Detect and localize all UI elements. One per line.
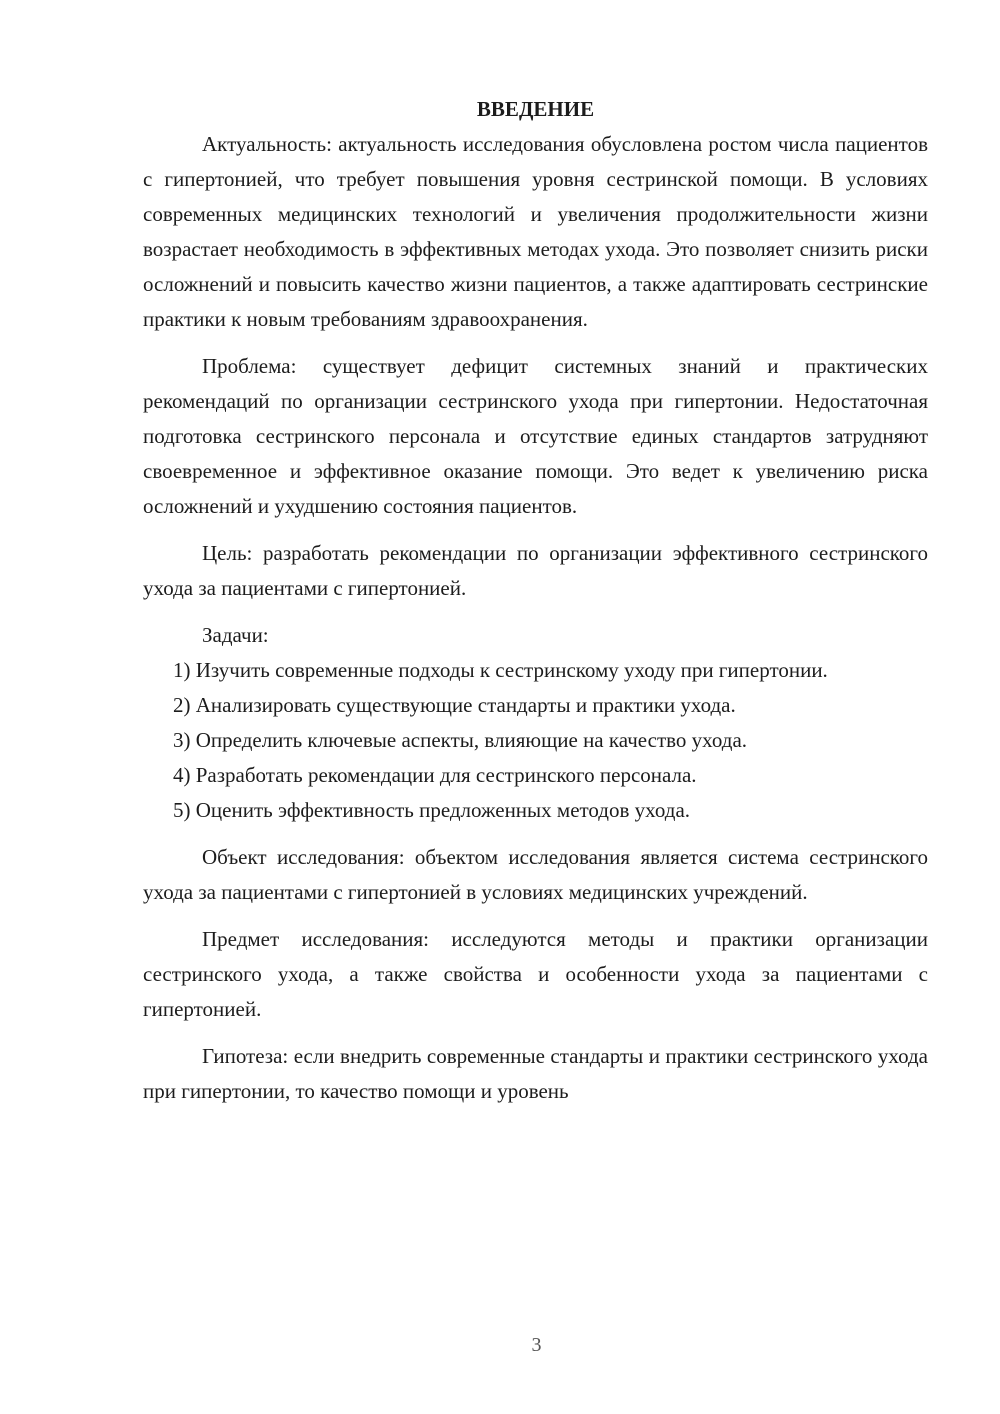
paragraph-subject: Предмет исследования: исследуются методы и практики организации сестринского ухода, а также свойства и особенности ухода за пациентами с гипертонией. bbox=[143, 927, 928, 1021]
page-number: 3 bbox=[531, 1334, 542, 1356]
task-item-4: 4) Разработать рекомендации для сестринского персонала. bbox=[173, 763, 697, 787]
task-item-1: 1) Изучить современные подходы к сестринскому уходу при гипертонии. bbox=[173, 658, 828, 682]
paragraph-object: Объект исследования: объектом исследования является система сестринского ухода за пациентами с гипертонией в условиях медицинских учреждений. bbox=[143, 845, 928, 904]
paragraph-relevance: Актуальность: актуальность исследования обусловлена ростом числа пациентов с гипертонией, что требует повышения уровня сестринской помощи. В условиях современных медицинских технологий и увеличения продолжительности жизни возрастает необходимость в эффективных методах ухода. Это позволяет снизить риски осложнений и повысить качество жизни пациентов, а также адаптировать сестринские практики к новым требованиям здравоохранения. bbox=[143, 132, 928, 331]
task-item-5: 5) Оценить эффективность предложенных методов ухода. bbox=[173, 798, 691, 822]
paragraph-hypothesis: Гипотеза: если внедрить современные стандарты и практики сестринского ухода при гипертонии, то качество помощи и уровень bbox=[143, 1044, 928, 1103]
tasks-heading: Задачи: bbox=[202, 623, 269, 647]
task-item-3: 3) Определить ключевые аспекты, влияющие на качество ухода. bbox=[173, 728, 748, 752]
section-title: ВВЕДЕНИЕ bbox=[476, 97, 595, 121]
paragraph-problem: Проблема: существует дефицит системных знаний и практических рекомендаций по организации сестринского ухода при гипертонии. Недостаточная подготовка сестринского персонала и отсутствие единых стандартов затрудняют своевременное и эффективное оказание помощи. Это ведет к увеличению риска осложнений и ухудшению состояния пациентов. bbox=[143, 354, 928, 518]
paragraph-goal: Цель: разработать рекомендации по организации эффективного сестринского ухода за пациентами с гипертонией. bbox=[143, 541, 928, 600]
task-item-2: 2) Анализировать существующие стандарты и практики ухода. bbox=[173, 693, 736, 717]
document-page bbox=[143, 92, 928, 1109]
